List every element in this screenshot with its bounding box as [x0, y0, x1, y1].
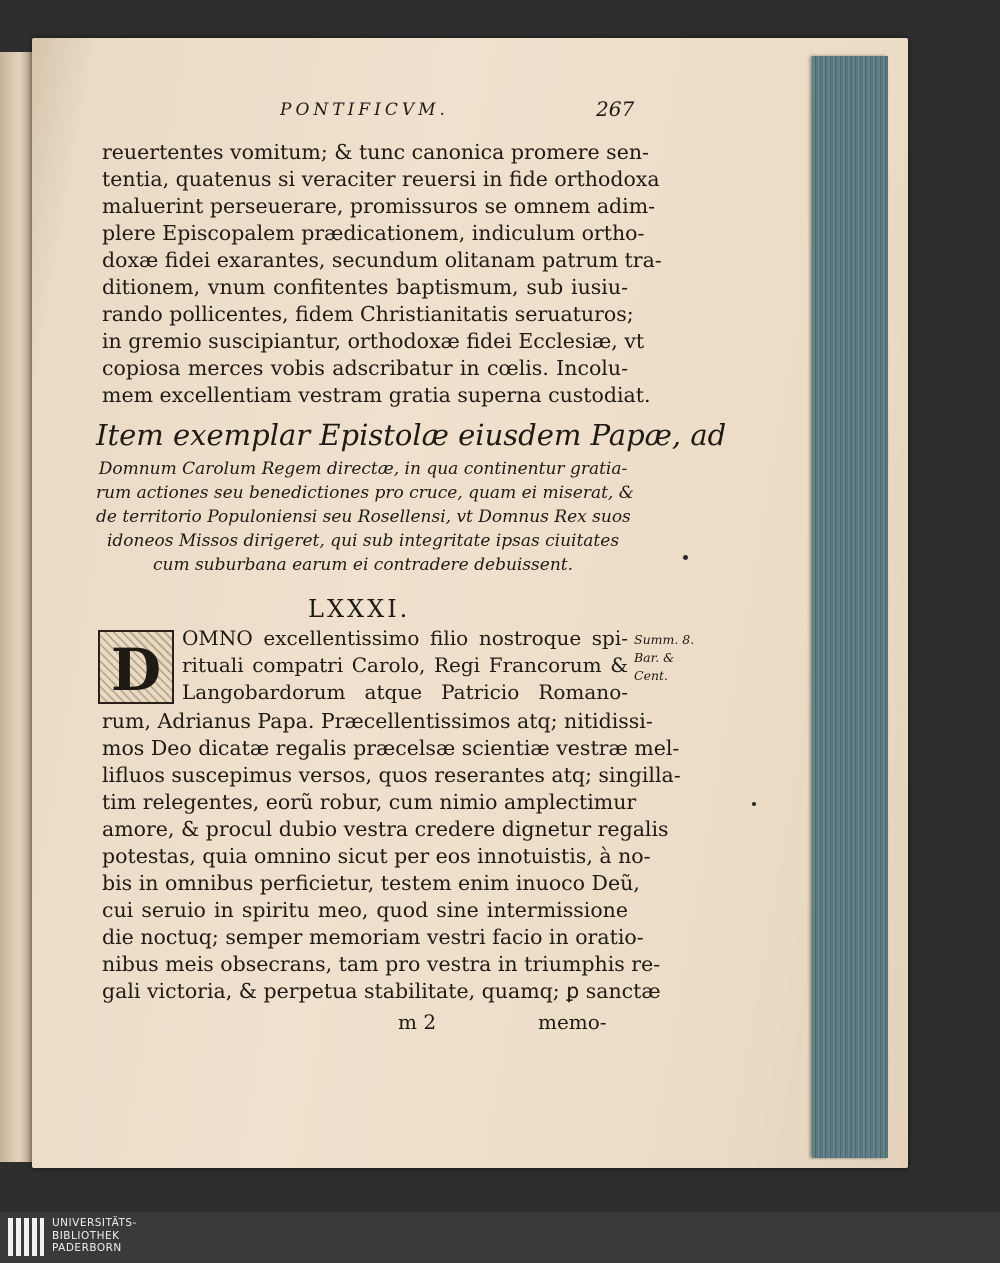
text-line: mos Deo dicatæ regalis præcelsæ scientiæ vestræ mel- [102, 736, 680, 760]
section-subheading-line: de territorio Populoniensi seu Rosellensi, vt Domnus Rex suos [96, 507, 631, 527]
section-heading: Item exemplar Epistolæ eiusdem Papæ, ad [96, 418, 727, 452]
margin-note-line: Cent. [634, 668, 669, 683]
text-line: Langobardorum atque Patricio Romano- [182, 680, 628, 704]
chapter-number: LXXXI. [308, 595, 411, 623]
page-block-edge [812, 56, 888, 1158]
section-subheading-line: idoneos Missos dirigeret, qui sub integritate ipsas ciuitates [106, 531, 620, 551]
library-footer [0, 1212, 1000, 1263]
text-line: tim relegentes, eorũ robur, cum nimio amplectimur [102, 790, 637, 814]
text-line: cui seruio in spiritu meo, quod sine intermissione [102, 898, 628, 922]
text-line: reuertentes vomitum; & tunc canonica promere sen- [102, 140, 649, 164]
text-line: OMNO excellentissimo filio nostroque spi- [182, 626, 628, 650]
section-subheading-line: rum actiones seu benedictiones pro cruce, quam ei miserat, & [96, 483, 634, 503]
running-head: PONTIFICVM. [280, 100, 449, 120]
text-line: in gremio suscipiantur, orthodoxæ fidei Ecclesiæ, vt [102, 329, 645, 353]
text-line: bis in omnibus perficietur, testem enim inuoco Deũ, [102, 871, 640, 895]
text-line: potestas, quia omnino sicut per eos innotuistis, à no- [102, 844, 651, 868]
catchword: memo- [538, 1010, 607, 1034]
text-line: mem excellentiam vestram gratia superna custodiat. [102, 383, 651, 407]
text-line: rituali compatri Carolo, Regi Francorum & [182, 653, 628, 677]
paper-speck [752, 802, 756, 806]
text-line: tentia, quatenus si veraciter reuersi in fide orthodoxa [102, 167, 660, 191]
library-logo-icon [8, 1218, 44, 1256]
text-line: die noctuq; semper memoriam vestri facio in oratio- [102, 925, 644, 949]
text-line: doxæ fidei exarantes, secundum olitanam patrum tra- [102, 248, 662, 272]
signature-mark: m 2 [398, 1010, 437, 1034]
text-line: rando pollicentes, fidem Christianitatis seruaturos; [102, 302, 634, 326]
text-line: amore, & procul dubio vestra credere dignetur regalis [102, 817, 669, 841]
text-line: maluerint perseuerare, promissuros se omnem adim- [102, 194, 656, 218]
library-name: UNIVERSITÄTS- BIBLIOTHEK PADERBORN [52, 1217, 137, 1254]
text-line: gali victoria, & perpetua stabilitate, quamq; ꝑ sanctæ [102, 979, 661, 1003]
margin-note-line: Bar. & [634, 650, 675, 665]
text-line: copiosa merces vobis adscribatur in cœlis. Incolu- [102, 356, 628, 380]
initial-letter: D [110, 636, 162, 704]
paper-speck [683, 555, 688, 560]
text-line: plere Episcopalem prædicationem, indiculum ortho- [102, 221, 645, 245]
text-line: lifluos suscepimus versos, quos reserantes atq; singilla- [102, 763, 681, 787]
text-line: rum, Adrianus Papa. Præcellentissimos atq; nitidissi- [102, 709, 653, 733]
margin-note-line: Summ. 8. [634, 632, 695, 647]
page-number: 267 [596, 97, 635, 121]
section-subheading-line: Domnum Carolum Regem directæ, in qua continentur gratia- [98, 459, 628, 479]
decorated-initial [98, 630, 174, 704]
text-line: ditionem, vnum confitentes baptismum, sub iusiu- [102, 275, 628, 299]
text-line: nibus meis obsecrans, tam pro vestra in triumphis re- [102, 952, 661, 976]
section-subheading-line: cum suburbana earum ei contradere debuissent. [152, 555, 574, 575]
facing-page-edge [0, 52, 32, 1162]
